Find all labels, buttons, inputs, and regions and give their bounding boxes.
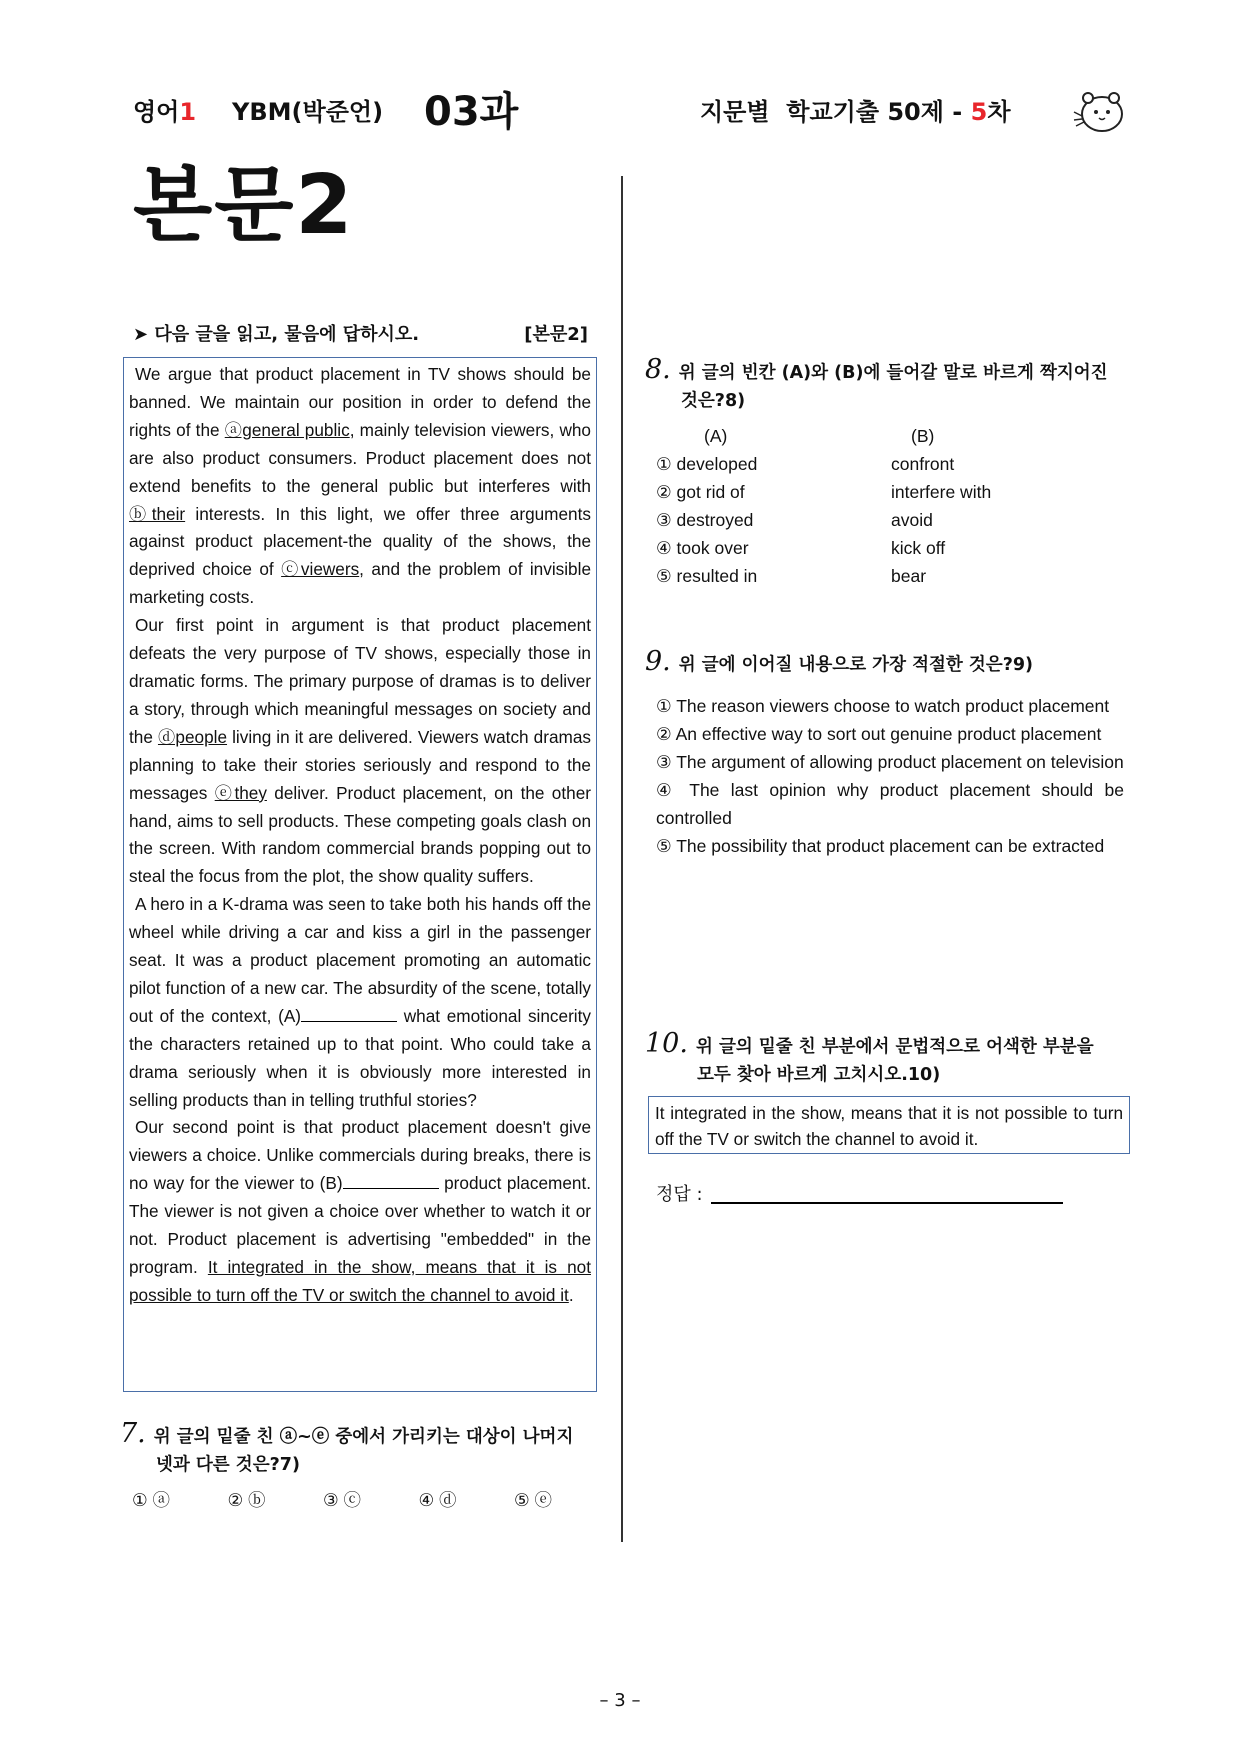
question-9: 9. 위 글에 이어질 내용으로 가장 적절한 것은?9) — [645, 646, 1034, 677]
q9-option-1[interactable]: ① The reason viewers choose to watch product placement — [656, 696, 1110, 716]
question-7-options — [132, 1486, 552, 1514]
column-divider — [621, 176, 623, 1542]
underline-b: ⓑtheir — [129, 503, 186, 524]
reading-passage — [123, 357, 597, 1392]
q8-option-2[interactable]: ② got rid of interfere with — [656, 482, 992, 502]
page-title: 본문2 — [133, 158, 355, 253]
answer-line[interactable] — [711, 1182, 1063, 1204]
answer-label: 정답 : — [656, 1184, 703, 1205]
q7-option-3[interactable]: ③ ⓒ — [322, 1490, 362, 1510]
underline-d: ⓓpeople — [157, 726, 228, 747]
q9-option-5[interactable]: ⑤ The possibility that product placement can be extracted — [656, 836, 1105, 856]
mascot-icon — [1072, 86, 1128, 136]
header-subject: 영어1 — [133, 98, 197, 126]
question-10: 10. 위 글의 밑줄 친 부분에서 문법적으로 어색한 부분을 모두 찾아 바르게 고치시오.10) — [645, 1028, 1094, 1085]
question-9-options — [656, 692, 1124, 860]
q7-option-2[interactable]: ② ⓑ — [227, 1490, 266, 1510]
passage-paragraph-1: We argue that product placement in TV shows should be banned. We maintain our position in order to defend the rights of the ⓐgeneral public, mainly television viewers, who are also product consumers. Product placement does not extend benefits to the general public but interferes with ⓑtheir interests. In this light, we offer three arguments against product placement-the quality of the shows, the deprived choice of ⓒviewers, and the problem of invisible marketing costs. — [129, 364, 591, 608]
blank-a — [301, 1007, 397, 1022]
answer-field[interactable] — [656, 1180, 1063, 1206]
passage-paragraph-4: Our second point is that product placement doesn't give viewers a choice. Unlike commercials during breaks, there is no way for the viewer to (B) product placement. The viewer is not given a choice over whether to watch it or not. Product placement is advertising "embedded" in the program. It integrated in the show, means that it is not possible to turn off the TV or switch the channel to avoid it. — [129, 1117, 592, 1305]
q8-header-b: (B) — [911, 426, 935, 446]
blank-b — [343, 1174, 439, 1189]
q9-option-3[interactable]: ③ The argument of allowing product placement on television — [656, 752, 1124, 772]
q8-header-a: (A) — [704, 426, 728, 446]
question-7: 7. 위 글의 밑줄 친 ⓐ~ⓔ 중에서 가리키는 대상이 나머지 넷과 다른 것은?7) — [120, 1418, 574, 1475]
q9-option-4[interactable]: ④ The last opinion why product placement should be controlled — [656, 780, 1124, 828]
q7-option-5[interactable]: ⑤ ⓔ — [513, 1490, 552, 1510]
header-publisher: YBM(박준언) — [232, 98, 384, 126]
question-10-box: It integrated in the show, means that it is not possible to turn off the TV or switch the channel to avoid it. — [648, 1096, 1130, 1154]
question-8: 8. 위 글의 빈칸 (A)와 (B)에 들어갈 말로 바르게 짝지어진 것은?8) — [645, 354, 1108, 411]
q8-option-3[interactable]: ③ destroyed avoid — [656, 510, 933, 530]
underline-sentence: It integrated in the show, means that it is not possible to turn off the TV or switch the channel to avoid it — [129, 1257, 591, 1305]
question-8-table — [656, 422, 991, 590]
underline-e: ⓔthey — [214, 782, 267, 803]
header-lesson: 03과 — [424, 89, 519, 135]
q9-option-2[interactable]: ② An effective way to sort out genuine product placement — [656, 724, 1102, 744]
instruction — [133, 320, 588, 346]
passage-paragraph-2: Our first point in argument is that product placement defeats the very purpose of TV shows, especially those in dramatic forms. The primary purpose of dramas is to deliver a story, through which meaningful messages on society and the ⓓpeople living in it are delivered. Viewers watch dramas planning to take their stories seriously and respond to the messages ⓔthey deliver. Product placement, on the other hand, aims to sell products. These competing goals clash on the screen. With random commercial brands popping out to steal the focus from the plot, the show quality suffers. — [129, 615, 591, 887]
q8-option-4[interactable]: ④ took over kick off — [656, 538, 946, 558]
q8-option-5[interactable]: ⑤ resulted in bear — [656, 566, 927, 586]
passage-paragraph-3: A hero in a K-drama was seen to take both his hands off the wheel while driving a car and kiss a girl in the passenger seat. It was a product placement promoting an automatic pilot function of a new car. The absurdity of the scene, totally out of the context, (A) what emotional sincerity the characters retained up to that point. Who could take a drama seriously when it is obviously more interested in selling products than in telling truthful stories? — [129, 894, 591, 1110]
instruction-text: ➤ 다음 글을 읽고, 물음에 답하시오. — [133, 324, 420, 345]
q7-option-4[interactable]: ④ ⓓ — [418, 1490, 457, 1510]
underline-a: ⓐgeneral public — [224, 419, 350, 440]
underline-c: ⓒviewers — [281, 559, 360, 580]
q8-option-1[interactable]: ① developed confront — [656, 454, 955, 474]
instruction-tag: [본문2] — [524, 324, 588, 345]
header-series: 지문별 학교기출 50제 - 5차 — [700, 98, 1011, 126]
page-number: – 3 – — [599, 1690, 641, 1711]
q7-option-1[interactable]: ① ⓐ — [132, 1490, 171, 1510]
